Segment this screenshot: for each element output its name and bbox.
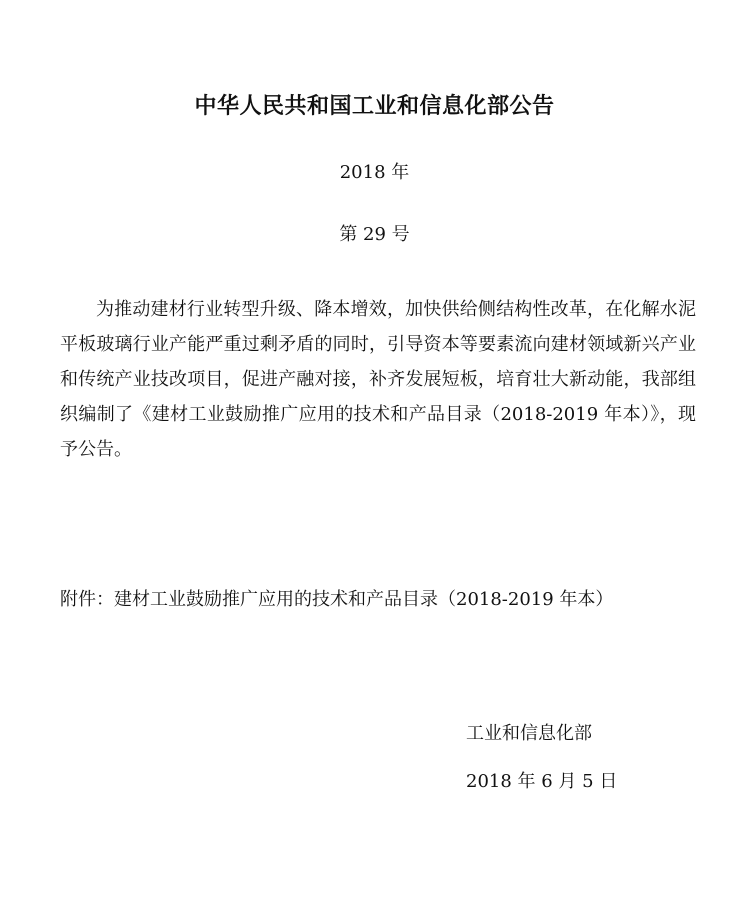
announcement-title: 中华人民共和国工业和信息化部公告 <box>194 94 555 119</box>
announcement-year: 2018 年 <box>339 162 410 183</box>
announcement-number: 第 29 号 <box>339 224 410 245</box>
signature-block <box>466 710 617 806</box>
issue-date: 2018 年 6 月 5 日 <box>466 771 618 792</box>
issuer-name: 工业和信息化部 <box>466 723 592 744</box>
attachment-line: 附件：建材工业鼓励推广应用的技术和产品目录（2018-2019 年本） <box>60 589 614 610</box>
announcement-body: 为推动建材行业转型升级、降本增效，加快供给侧结构性改革，在化解水泥平板玻璃行业产能严重过剩矛盾的同时，引导资本等要素流向建材领域新兴产业和传统产业技改项目，促进产融对接，补齐发展短板，培育壮大新动能，我部组织编制了《建材工业鼓励推广应用的技术和产品目录（2018-2019 年本）》，现予公告。 <box>60 299 696 460</box>
